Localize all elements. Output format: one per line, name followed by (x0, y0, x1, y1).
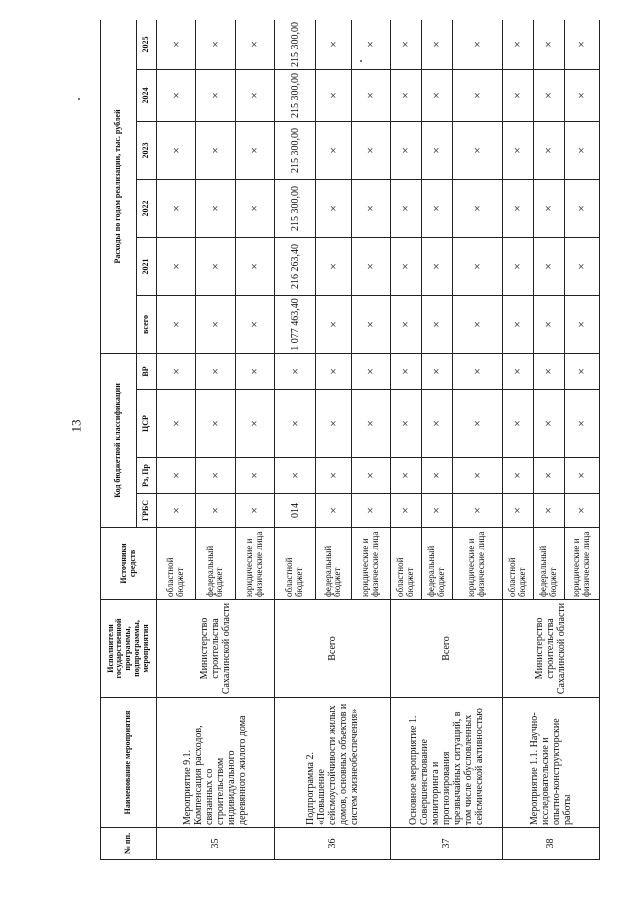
cell-2024: × (452, 69, 502, 121)
cell-csr: × (502, 390, 533, 458)
row-executor: Всего (274, 600, 390, 698)
cell-2022: × (316, 179, 351, 237)
row-executor: Министерство строительства Сахалинской области (157, 600, 275, 698)
cell-grbs: × (316, 494, 351, 528)
cell-csr: × (564, 390, 599, 458)
cell-2021: × (157, 237, 196, 295)
cell-grbs: × (157, 494, 196, 528)
header-vr: ВР (137, 353, 157, 389)
cell-rzpr: × (564, 458, 599, 494)
cell-2024: × (196, 69, 235, 121)
cell-vr: × (235, 353, 274, 389)
cell-vr: × (351, 353, 390, 389)
cell-rzpr: × (157, 458, 196, 494)
cell-2023: × (316, 121, 351, 179)
cell-2022: 215 300,00 (274, 179, 315, 237)
cell-csr: × (452, 390, 502, 458)
cell-csr: × (157, 390, 196, 458)
rotated-table-wrapper (100, 20, 600, 860)
cell-rzpr: × (421, 458, 452, 494)
cell-grbs: × (351, 494, 390, 528)
row-source: областной бюджет (274, 528, 315, 600)
row-num: 35 (157, 828, 275, 860)
cell-2023: × (421, 121, 452, 179)
budget-table (100, 20, 600, 860)
cell-grbs: 014 (274, 494, 315, 528)
cell-rzpr: × (452, 458, 502, 494)
cell-total: × (452, 295, 502, 353)
cell-2022: × (157, 179, 196, 237)
cell-grbs: × (235, 494, 274, 528)
cell-grbs: × (533, 494, 564, 528)
cell-rzpr: × (274, 458, 315, 494)
cell-rzpr: × (235, 458, 274, 494)
row-num: 36 (274, 828, 390, 860)
cell-vr: × (196, 353, 235, 389)
row-name: Мероприятие 1.1. Научно-исследовательские и опытно-конструкторские работы (502, 698, 599, 828)
cell-total: × (390, 295, 421, 353)
cell-2025: × (316, 20, 351, 69)
table-row (390, 20, 421, 860)
cell-2021: × (390, 237, 421, 295)
row-source: федеральный бюджет (533, 528, 564, 600)
cell-2025: × (390, 20, 421, 69)
header-2025: 2025 (137, 20, 157, 69)
cell-grbs: × (421, 494, 452, 528)
cell-2021: × (196, 237, 235, 295)
cell-csr: × (196, 390, 235, 458)
header-budget-code: Код бюджетной классификации (101, 353, 137, 527)
cell-2025: × (452, 20, 502, 69)
cell-csr: × (421, 390, 452, 458)
row-num: 37 (390, 828, 502, 860)
table-row (502, 20, 533, 860)
cell-grbs: × (502, 494, 533, 528)
header-name: Наименование мероприятия (101, 698, 157, 828)
cell-2023: × (157, 121, 196, 179)
cell-rzpr: × (196, 458, 235, 494)
cell-2025: × (235, 20, 274, 69)
cell-csr: × (274, 390, 315, 458)
row-source: федеральный бюджет (421, 528, 452, 600)
cell-2022: × (421, 179, 452, 237)
cell-grbs: × (564, 494, 599, 528)
cell-vr: × (564, 353, 599, 389)
row-name: Подпрограмма 2. «Повышение сейсмоустойчивости жилых домов, основных объектов и систем жизнеобеспечения» (274, 698, 390, 828)
cell-2022: × (452, 179, 502, 237)
header-executor: Исполнители государственной программы, подпрограммы, мероприятия (101, 600, 157, 698)
cell-2023: × (502, 121, 533, 179)
cell-rzpr: × (502, 458, 533, 494)
header-source: Источники средств (101, 528, 157, 600)
cell-2021: × (452, 237, 502, 295)
cell-2022: × (235, 179, 274, 237)
cell-total: × (533, 295, 564, 353)
cell-vr: × (390, 353, 421, 389)
cell-csr: × (316, 390, 351, 458)
cell-2023: × (564, 121, 599, 179)
header-grbs: ГРБС (137, 494, 157, 528)
cell-vr: × (421, 353, 452, 389)
header-2022: 2022 (137, 179, 157, 237)
cell-rzpr: × (316, 458, 351, 494)
row-name: Основное мероприятие 1. Совершенствование мониторинга и прогнозирования чрезвычайных ситуаций, в том числе обусловленных сейсмической активностью (390, 698, 502, 828)
cell-2025: × (196, 20, 235, 69)
cell-total: × (502, 295, 533, 353)
cell-vr: × (533, 353, 564, 389)
cell-2021: × (235, 237, 274, 295)
cell-grbs: × (196, 494, 235, 528)
cell-2022: × (351, 179, 390, 237)
cell-2023: 215 300,00 (274, 121, 315, 179)
cell-2024: × (157, 69, 196, 121)
cell-2022: × (533, 179, 564, 237)
cell-vr: × (316, 353, 351, 389)
row-source: областной бюджет (157, 528, 196, 600)
row-source: юридические и физические лица (564, 528, 599, 600)
cell-2021: × (351, 237, 390, 295)
cell-rzpr: × (351, 458, 390, 494)
cell-grbs: × (452, 494, 502, 528)
cell-2025: 215 300,00 (274, 20, 315, 69)
cell-2023: × (235, 121, 274, 179)
header-expenses: Расходы по годам реализации, тыс. рублей (101, 20, 137, 353)
cell-total: × (351, 295, 390, 353)
header-2023: 2023 (137, 121, 157, 179)
cell-total: × (235, 295, 274, 353)
cell-2024: 215 300,00 (274, 69, 315, 121)
cell-total: 1 077 463,40 (274, 295, 315, 353)
cell-2023: × (351, 121, 390, 179)
cell-total: × (157, 295, 196, 353)
header-num: № пп. (101, 828, 157, 860)
cell-grbs: × (390, 494, 421, 528)
cell-2021: × (421, 237, 452, 295)
cell-2023: × (452, 121, 502, 179)
cell-csr: × (351, 390, 390, 458)
row-source: юридические и физические лица (235, 528, 274, 600)
cell-2025: × (502, 20, 533, 69)
cell-total: × (564, 295, 599, 353)
cell-2023: × (533, 121, 564, 179)
row-source: юридические и физические лица (351, 528, 390, 600)
cell-rzpr: × (533, 458, 564, 494)
row-executor: Министерство строительства Сахалинской области (502, 600, 599, 698)
row-source: федеральный бюджет (196, 528, 235, 600)
row-name: Мероприятие 9.1. Компенсация расходов, связанных со строительством индивидуального деревянного жилого дома (157, 698, 275, 828)
cell-vr: × (452, 353, 502, 389)
cell-2022: × (390, 179, 421, 237)
cell-2023: × (390, 121, 421, 179)
row-source: областной бюджет (502, 528, 533, 600)
cell-total: × (316, 295, 351, 353)
cell-2022: × (502, 179, 533, 237)
cell-2021: × (533, 237, 564, 295)
scan-speck (78, 98, 80, 100)
cell-2021: 216 263,40 (274, 237, 315, 295)
header-rzpr: Рз, Пр (137, 458, 157, 494)
cell-csr: × (235, 390, 274, 458)
cell-2021: × (502, 237, 533, 295)
cell-2025: × (421, 20, 452, 69)
cell-vr: × (157, 353, 196, 389)
header-2021: 2021 (137, 237, 157, 295)
cell-2024: × (421, 69, 452, 121)
cell-2024: × (390, 69, 421, 121)
header-2024: 2024 (137, 69, 157, 121)
table-row (157, 20, 196, 860)
cell-csr: × (533, 390, 564, 458)
row-executor: Всего (390, 600, 502, 698)
table-body (157, 20, 600, 860)
cell-2024: × (235, 69, 274, 121)
cell-2024: × (351, 69, 390, 121)
cell-2024: × (533, 69, 564, 121)
cell-2024: × (564, 69, 599, 121)
row-source: федеральный бюджет (316, 528, 351, 600)
cell-total: × (421, 295, 452, 353)
cell-2024: × (316, 69, 351, 121)
cell-2025: × (351, 20, 390, 69)
cell-2021: × (564, 237, 599, 295)
cell-vr: × (502, 353, 533, 389)
cell-csr: × (390, 390, 421, 458)
document-sheet (100, 20, 600, 860)
table-header (101, 20, 157, 860)
cell-total: × (196, 295, 235, 353)
page-number: 13 (68, 419, 84, 433)
cell-2023: × (196, 121, 235, 179)
cell-2025: × (564, 20, 599, 69)
cell-2024: × (502, 69, 533, 121)
row-num: 38 (502, 828, 599, 860)
table-row (274, 20, 315, 860)
cell-rzpr: × (390, 458, 421, 494)
cell-2021: × (316, 237, 351, 295)
header-csr: ЦСР (137, 390, 157, 458)
cell-2022: × (196, 179, 235, 237)
row-source: областной бюджет (390, 528, 421, 600)
cell-2022: × (564, 179, 599, 237)
header-total: всего (137, 295, 157, 353)
row-source: юридические и физические лица (452, 528, 502, 600)
cell-vr: × (274, 353, 315, 389)
cell-2025: × (533, 20, 564, 69)
cell-2025: × (157, 20, 196, 69)
